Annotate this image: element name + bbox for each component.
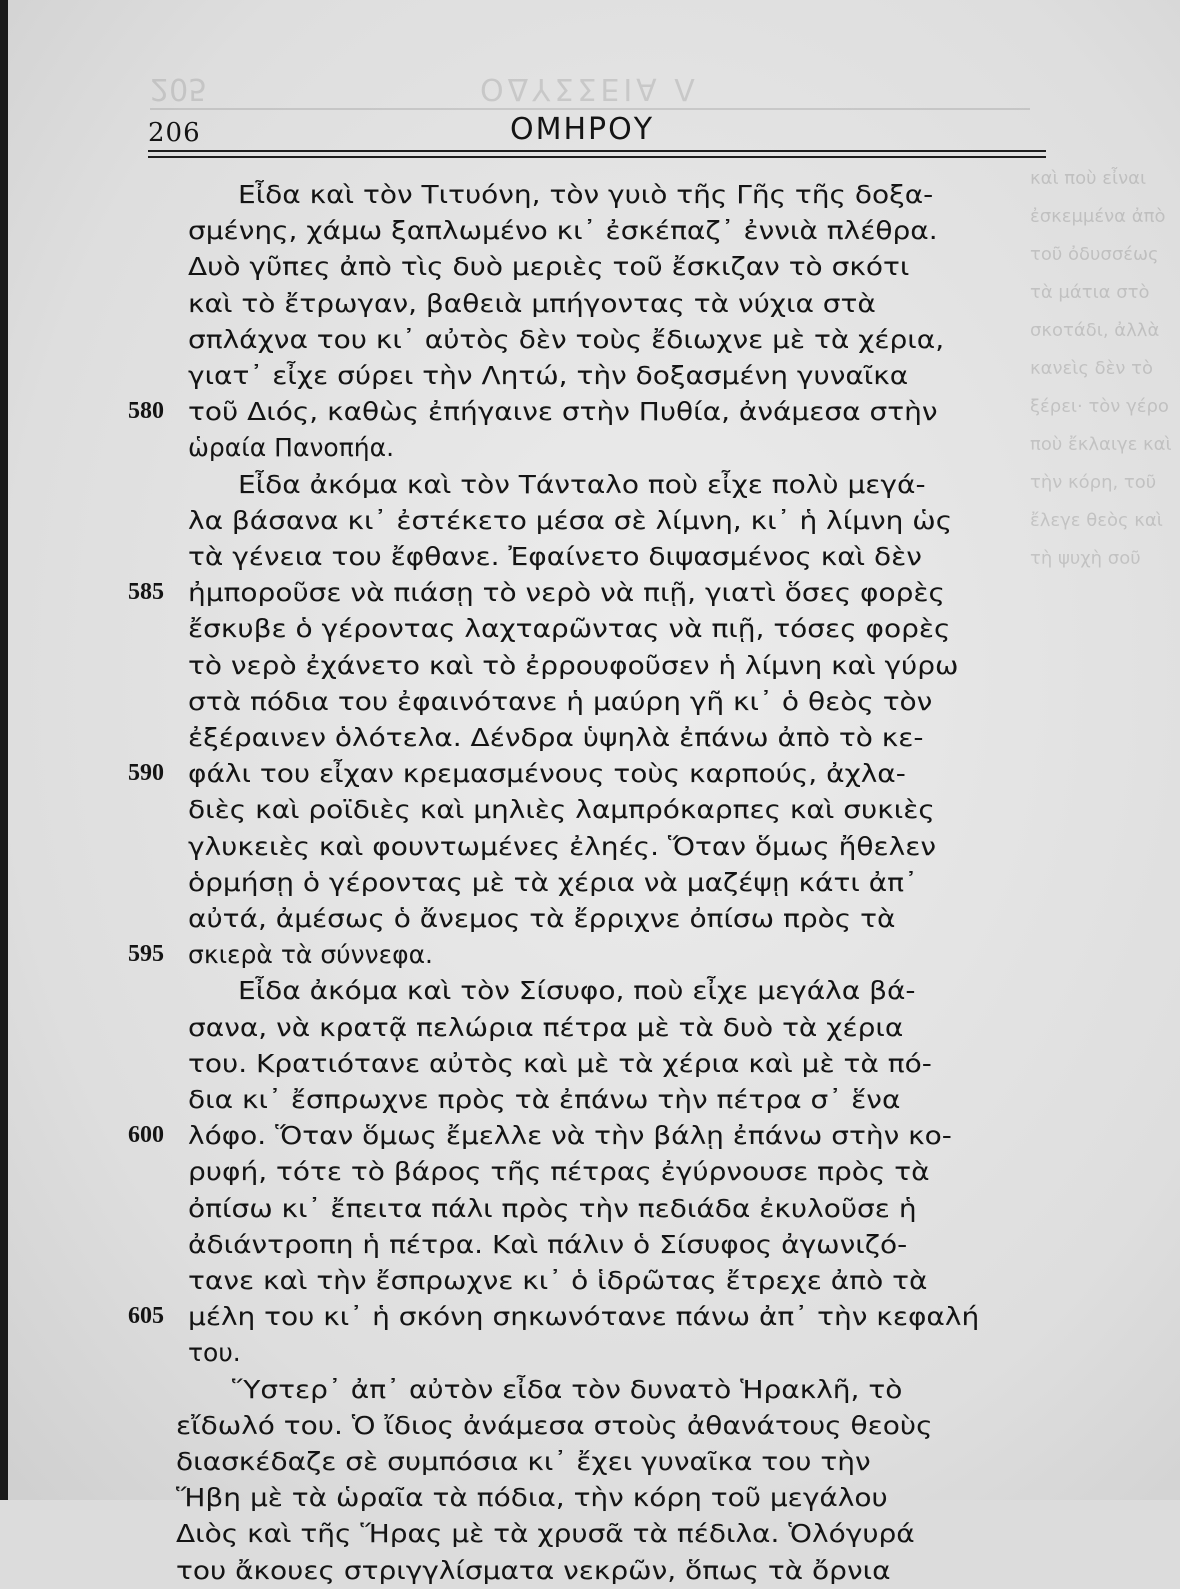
text-line: Εἶδα ἀκόμα καὶ τὸν Σίσυφο, ποὺ εἶχε μεγάλα βά- (238, 976, 916, 1006)
text-line: ὁρμήσῃ ὁ γέροντας μὲ τὰ χέρια νὰ μαζέψῃ κάτι ἀπ᾽ (188, 867, 919, 897)
text-line: Διὸς καὶ τῆς Ἥρας μὲ τὰ χρυσᾶ τὰ πέδιλα. Ὁλόγυρά (176, 1519, 915, 1549)
text-line: ἔσκυβε ὁ γέροντας λαχταρῶντας νὰ πιῇ, τόσες φορὲς (188, 614, 951, 644)
show-through-previous-page (150, 54, 1030, 114)
text-line: μέλη του κι᾽ ἡ σκόνη σηκωνότανε πάνω ἀπ᾽ τὴν κεφαλή (188, 1302, 980, 1332)
margin-line-number: 580 (128, 398, 164, 425)
text-line: σανα, νὰ κρατᾷ πελώρια πέτρα μὲ τὰ δυὸ τὰ χέρια (188, 1012, 904, 1042)
ghost-page-number: 205 (150, 71, 208, 106)
text-line: τὸ νερὸ ἐχάνετο καὶ τὸ ἐρρουφοῦσεν ἡ λίμνη καὶ γύρω (188, 650, 959, 680)
ghost-rule (150, 108, 1030, 110)
text-line: σκιερὰ τὰ σύννεφα. (188, 940, 433, 970)
text-line: λα βάσανα κι᾽ ἐστέκετο μέσα σὲ λίμνη, κι᾽ ἡ λίμνη ὡς (188, 505, 953, 535)
text-line: τανε καὶ τὴν ἔσπρωχνε κι᾽ ὁ ἱδρῶτας ἔτρεχε ἀπὸ τὰ (188, 1266, 928, 1295)
text-line: σμένης, χάμω ξαπλωμένο κι᾽ ἐσκέπαζ᾽ ἐννιὰ πλέθρα. (188, 216, 938, 246)
running-head: ΟΜΗΡΟΥ (510, 112, 655, 147)
text-line: ρυφή, τότε τὸ βάρος τῆς πέτρας ἐγύρνουσε πρὸς τὰ (188, 1157, 930, 1187)
text-line: ἠμποροῦσε νὰ πιάσῃ τὸ νερὸ νὰ πιῇ, γιατὶ ὅσες φορὲς (188, 578, 945, 608)
text-line: στὰ πόδια του ἐφαινότανε ἡ μαύρη γῆ κι᾽ ὁ θεὸς τὸν (188, 686, 933, 716)
text-line: δια κι᾽ ἔσπρωχνε πρὸς τὰ ἐπάνω τὴν πέτρα σ᾽ ἕνα (188, 1085, 901, 1114)
text-line: ὀπίσω κι᾽ ἔπειτα πάλι πρὸς τὴν πεδιάδα ἐκυλοῦσε ἡ (188, 1193, 917, 1223)
text-line: λόφο. Ὅταν ὅμως ἔμελλε νὰ τὴν βάλῃ ἐπάνω στὴν κο- (188, 1121, 952, 1151)
text-line: ἀδιάντροπη ἡ πέτρα. Καὶ πάλιν ὁ Σίσυφος ἀγωνιζό- (188, 1229, 908, 1259)
text-line: ἐξέραινεν ὁλότελα. Δένδρα ὑψηλὰ ἐπάνω ἀπὸ τὸ κε- (188, 723, 924, 752)
text-line: διασκέδαζε σὲ συμπόσια κι᾽ ἔχει γυναῖκα του τὴν (176, 1447, 871, 1476)
text-line: αὐτά, ἀμέσως ὁ ἄνεμος τὰ ἔρριχνε ὀπίσω πρὸς τὰ (188, 904, 896, 933)
scan-left-edge (0, 0, 8, 1500)
text-line: σπλάχνα του κι᾽ αὐτὸς δὲν τοὺς ἔδιωχνε μὲ τὰ χέρια, (188, 324, 945, 354)
margin-line-number: 585 (128, 579, 164, 606)
text-line: τὰ γένεια του ἔφθανε. Ἐφαίνετο διψασμένος καὶ δὲν (188, 542, 922, 571)
text-line: γλυκειὲς καὶ φουντωμένες ἐληές. Ὅταν ὅμως ἤθελεν (188, 831, 937, 861)
text-line: φάλι του εἶχαν κρεμασμένους τοὺς καρπούς, ἀχλα- (188, 759, 906, 789)
header-rule-top (148, 150, 1046, 152)
margin-line-number: 605 (128, 1303, 164, 1330)
text-line: ὡραία Πανοπήα. (188, 433, 395, 463)
text-line: Δυὸ γῦπες ἀπὸ τὶς δυὸ μεριὲς τοῦ ἔσκιζαν τὸ σκότι (188, 252, 910, 282)
text-line: του. (188, 1338, 241, 1368)
bleed-through-text: καὶ ποὺ εἶναι ἐσκεμμένα ἀπὸ τοῦ ὀδυσσέως τὰ μάτια στὸ σκοτάδι, ἀλλὰ κανεὶς δὲν τὸ ξέρει· τὸν γέρο ποὺ ἔκλαιγε καὶ τὴν κόρη, τοῦ ἔλεγε θεὸς καὶ τὴ ψυχὴ σοῦ (1030, 168, 1172, 569)
text-line: εἴδωλό του. Ὁ ἴδιος ἀνάμεσα στοὺς ἀθανάτους θεοὺς (176, 1410, 933, 1440)
text-line: Εἶδα ἀκόμα καὶ τὸν Τάνταλο ποὺ εἶχε πολὺ μεγά- (238, 469, 926, 499)
margin-line-number: 595 (128, 941, 164, 968)
margin-line-number: 600 (128, 1122, 164, 1149)
text-line: Ἥβη μὲ τὰ ὡραῖα τὰ πόδια, τὴν κόρη τοῦ μεγάλου (176, 1483, 888, 1513)
header-rule-bottom (148, 156, 1046, 158)
text-line: του. Κρατιότανε αὐτὸς καὶ μὲ τὰ χέρια καὶ μὲ τὰ πό- (188, 1048, 932, 1078)
text-line: καὶ τὸ ἔτρωγαν, βαθειὰ μπήγοντας τὰ νύχια στὰ (188, 288, 876, 318)
text-line: Εἶδα καὶ τὸν Τιτυόνη, τὸν γυιὸ τῆς Γῆς τῆς δοξα- (238, 180, 934, 209)
text-line: του ἄκουες στριγγλίσματα νεκρῶν, ὅπως τὰ ὄρνια (176, 1555, 891, 1585)
text-line: διὲς καὶ ροϊδιὲς καὶ μηλιὲς λαμπρόκαρπες καὶ συκιὲς (188, 795, 935, 825)
text-line: τοῦ Διός, καθὼς ἐπήγαινε στὴν Πυθία, ἀνάμεσα στὴν (188, 397, 938, 427)
margin-line-number: 590 (128, 760, 164, 787)
ghost-running-head: ΟΔΥΣΣΕΙΑ Λ (480, 71, 699, 106)
text-line: γιατ᾽ εἶχε σύρει τὴν Λητώ, τὴν δοξασμένη γυναῖκα (188, 361, 909, 390)
text-line: Ὕστερ᾽ ἀπ᾽ αὐτὸν εἶδα τὸν δυνατὸ Ἡρακλῆ, τὸ (232, 1374, 903, 1404)
page-number: 206 (148, 118, 201, 148)
